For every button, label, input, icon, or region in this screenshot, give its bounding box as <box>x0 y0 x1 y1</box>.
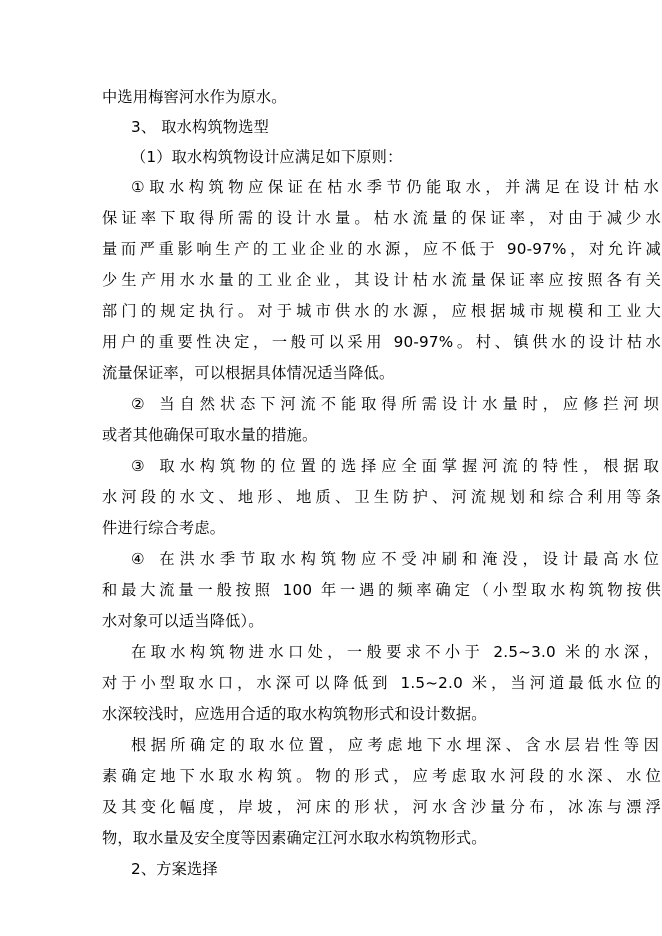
intake-location-line-1: 根据所确定的取水位置，应考虑地下水埋深、含水层岩性等因 <box>131 736 659 754</box>
intake-depth-line-3: 水深较浅时，应选用合适的取水构筑物形式和设计数据。 <box>102 705 487 723</box>
principle-1-line-2: 保证率下取得所需的设计水量。枯水流量的保证率，对由于减少水 <box>102 209 661 227</box>
principle-3-line-3: 件进行综合考虑。 <box>102 519 226 537</box>
principle-1-line-4: 少生产用水水量的工业企业，其设计枯水流量保证率应按照各有关 <box>102 271 661 289</box>
intake-location-line-4: 物，取水量及安全度等因素确定江河水取水构筑物形式。 <box>102 829 487 847</box>
principle-1-line-3: 量而严重影响生产的工业企业的水源，应不低于 90-97%，对允许减 <box>102 240 661 258</box>
section-heading-2: 2、方案选择 <box>131 860 218 878</box>
principle-4-line-1: ④ 在洪水季节取水构筑物应不受冲刷和淹没，设计最高水位 <box>131 550 659 568</box>
principle-3-line-2: 水河段的水文、地形、地质、卫生防护、河流规划和综合利用等条 <box>102 488 661 506</box>
intake-location-line-3: 及其变化幅度，岸坡，河床的形状，河水含沙量分布，冰冻与漂浮 <box>102 798 661 816</box>
intake-location-line-2: 素确定地下水取水构筑。物的形式，应考虑取水河段的水深、水位 <box>102 767 661 785</box>
principle-1-line-6: 用户的重要性决定，一般可以采用 90-97%。村、镇供水的设计枯水 <box>102 333 661 351</box>
section-heading-3: 3、 取水构筑物选型 <box>131 118 269 136</box>
principle-1-line-1: ①取水构筑物应保证在枯水季节仍能取水，并满足在设计枯水 <box>131 178 659 196</box>
principle-2-line-1: ② 当自然状态下河流不能取得所需设计水量时，应修拦河坝 <box>131 395 659 413</box>
principle-3-line-1: ③ 取水构筑物的位置的选择应全面掌握河流的特性，根据取 <box>131 457 659 475</box>
intake-depth-line-2: 对于小型取水口，水深可以降低到 1.5~2.0 米，当河道最低水位的 <box>102 674 661 692</box>
intake-depth-line-1: 在取水构筑物进水口处，一般要求不小于 2.5~3.0 米的水深， <box>131 643 659 661</box>
principle-4-line-3: 水对象可以适当降低）。 <box>102 612 264 630</box>
subsection-heading-1: （1）取水构筑物设计应满足如下原则： <box>131 148 403 166</box>
principle-1-line-5: 部门的规定执行。对于城市供水的水源，应根据城市规模和工业大 <box>102 302 661 320</box>
principle-4-line-2: 和最大流量一般按照 100 年一遇的频率确定（小型取水构筑物按供 <box>102 581 661 599</box>
principle-1-line-7: 流量保证率，可以根据具体情况适当降低。 <box>102 364 395 382</box>
principle-2-line-2: 或者其他确保可取水量的措施。 <box>102 426 318 444</box>
paragraph-line-1: 中选用梅窖河水作为原水。 <box>102 88 287 106</box>
